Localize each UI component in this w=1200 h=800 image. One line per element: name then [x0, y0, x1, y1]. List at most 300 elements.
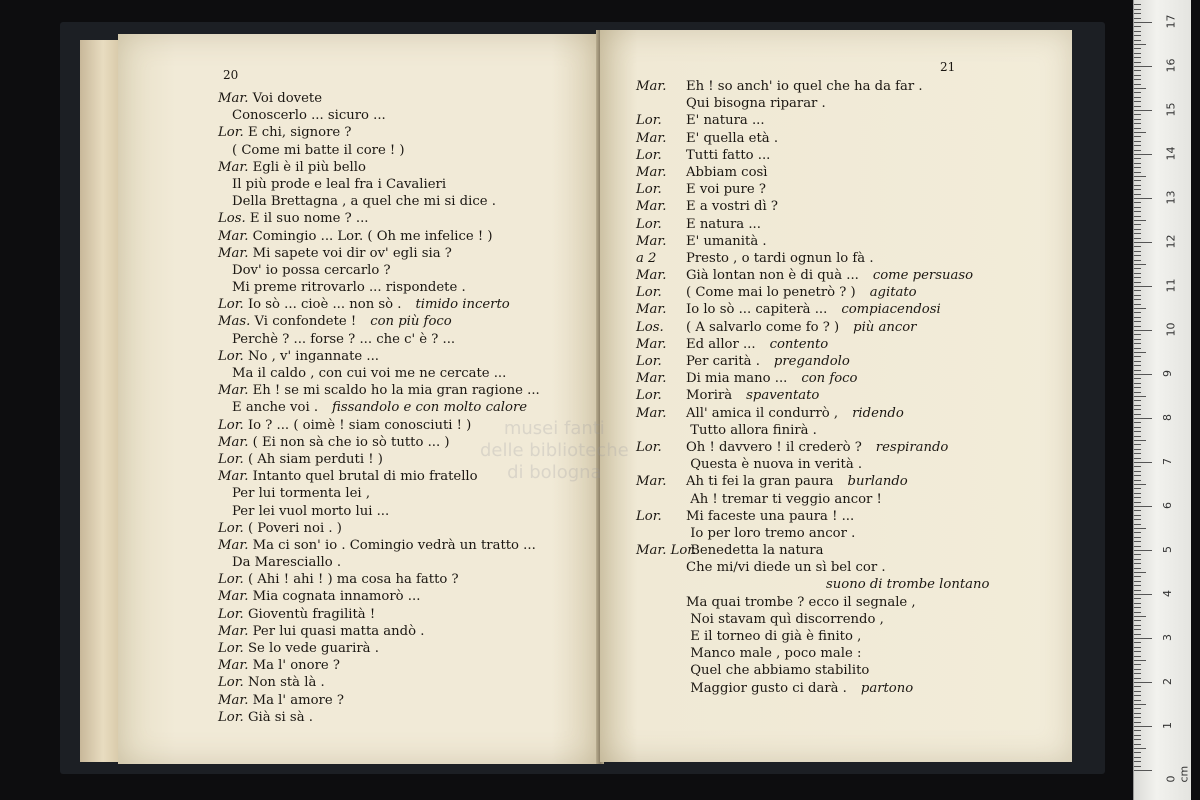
ruler-tick: [1134, 541, 1141, 542]
verse-text: Ma ci son' io . Comingio vedrà un tratto ...: [248, 537, 536, 553]
stage-direction: ridendo: [852, 405, 904, 421]
text-line: [636, 216, 1061, 233]
text-line: [636, 336, 1061, 353]
verse-text: E il suo nome ? ...: [245, 211, 369, 227]
ruler-tick: [1134, 748, 1146, 749]
ruler-tick: [1134, 334, 1141, 335]
speaker-label: Lor.: [218, 675, 244, 691]
ruler-tick: [1134, 524, 1141, 525]
speaker-label: Mar.: [218, 469, 249, 485]
ruler-tick: [1134, 510, 1141, 511]
ruler-tick: [1134, 308, 1146, 309]
ruler-tick: [1134, 647, 1141, 648]
ruler-tick: [1134, 84, 1141, 85]
text-line: [218, 382, 588, 399]
ruler-tick: [1134, 744, 1141, 745]
ruler-tick: [1134, 717, 1141, 718]
verse-text: Comingio ... Lor. ( Oh me infelice ! ): [248, 228, 493, 244]
ruler-tick: [1134, 704, 1146, 705]
ruler-tick: [1134, 673, 1141, 674]
ruler-tick: [1134, 330, 1152, 331]
text-line: [636, 370, 1061, 387]
text-line: [218, 279, 588, 296]
ruler-number: 8: [1161, 414, 1174, 421]
ruler-tick: [1134, 172, 1141, 173]
text-line: [218, 674, 588, 691]
verse-text: Manco male , poco male :: [686, 646, 862, 662]
ruler-tick: [1134, 563, 1141, 564]
ruler-tick: [1134, 220, 1146, 221]
ruler-tick: [1134, 365, 1141, 366]
verse-text: No , v' ingannate ...: [243, 348, 379, 364]
ruler-tick: [1134, 642, 1141, 643]
text-line: [636, 233, 1061, 250]
verse-text: Mi preme ritrovarlo ... rispondete .: [232, 280, 466, 296]
ruler-tick: [1134, 440, 1146, 441]
library-watermark: [480, 418, 629, 484]
stage-direction: partono: [860, 680, 914, 696]
ruler-tick: [1134, 594, 1152, 595]
ruler-tick: [1134, 493, 1141, 494]
speaker-label: Lor.: [636, 216, 662, 232]
ruler-tick: [1134, 568, 1141, 569]
text-line: [218, 210, 588, 227]
ruler-tick: [1134, 598, 1141, 599]
ruler-tick: [1134, 304, 1141, 305]
text-line: [636, 147, 1061, 164]
ruler-tick: [1134, 88, 1146, 89]
verse-text: Già lontan non è di quà ...: [686, 268, 859, 284]
ruler-tick: [1134, 484, 1146, 485]
speaker-label: Mar.: [218, 91, 249, 106]
speaker-label: Mar.: [636, 336, 667, 352]
stage-direction: con foco: [801, 371, 858, 387]
ruler-number: 15: [1164, 102, 1178, 117]
verse-text: Egli è il più bello: [248, 159, 366, 175]
ruler-tick: [1134, 62, 1141, 63]
text-line: [218, 606, 588, 623]
text-line: [218, 588, 588, 605]
ruler-tick: [1134, 427, 1141, 428]
verse-text: Noi stavam quì discorrendo ,: [686, 611, 884, 627]
ruler-tick: [1134, 185, 1141, 186]
speaker-label: Los.: [636, 319, 664, 335]
speaker-label: Lor.: [218, 348, 244, 364]
verse-text: Tutto allora finirà .: [686, 422, 817, 438]
ruler-tick: [1134, 255, 1141, 256]
speaker-label: Lor.: [218, 520, 244, 536]
verse-text: Non stà là .: [243, 675, 325, 691]
speaker-label: Mar.: [218, 228, 249, 244]
ruler-tick: [1134, 752, 1141, 753]
ruler-tick: [1134, 317, 1141, 318]
verse-text: E anche voi .: [232, 400, 319, 416]
verse-text: Perchè ? ... forse ? ... che c' è ? ...: [232, 331, 456, 347]
text-line: [218, 262, 588, 279]
ruler-tick: [1134, 163, 1141, 164]
verse-text: E chi, signore ?: [243, 125, 352, 141]
ruler-tick: [1134, 246, 1141, 247]
verse-text: All' amica il condurrò ,: [686, 405, 839, 421]
ruler-tick: [1134, 150, 1141, 151]
left-page: [118, 34, 600, 764]
ruler-tick: [1134, 53, 1141, 54]
measuring-ruler: [1133, 0, 1191, 800]
ruler-tick: [1134, 431, 1141, 432]
text-line: [636, 525, 1061, 542]
speaker-label: a 2: [636, 250, 657, 266]
text-line: [636, 95, 1061, 112]
text-line: [636, 353, 1061, 370]
verse-text: Che mi/vi diede un sì bel cor .: [686, 560, 886, 576]
ruler-tick: [1134, 194, 1141, 195]
ruler-tick: [1134, 370, 1141, 371]
speaker-label: Mar.: [636, 302, 667, 318]
verse-text: ( Poveri noi . ): [243, 520, 342, 536]
ruler-tick: [1134, 678, 1141, 679]
ruler-number: 13: [1164, 190, 1178, 205]
speaker-label: Mar.: [218, 383, 249, 399]
verse-text: Qui bisogna riparar .: [686, 96, 826, 112]
ruler-tick: [1134, 211, 1141, 212]
ruler-tick: [1134, 515, 1141, 516]
ruler-tick: [1134, 585, 1141, 586]
ruler-tick: [1134, 519, 1141, 520]
ruler-tick: [1134, 145, 1141, 146]
ruler-tick: [1134, 616, 1146, 617]
ruler-tick: [1134, 387, 1141, 388]
ruler-tick: [1134, 198, 1152, 199]
speaker-label: Mar.: [636, 130, 667, 146]
stage-direction: con più foco: [370, 314, 452, 330]
ruler-tick: [1134, 158, 1141, 159]
verse-text: Dov' io possa cercarlo ?: [232, 262, 391, 278]
ruler-tick: [1134, 418, 1152, 419]
stage-direction: suono di trombe lontano: [826, 577, 990, 593]
ruler-tick: [1134, 453, 1141, 454]
text-line: [636, 284, 1061, 301]
verse-text: Mia cognata innamorò ...: [248, 589, 421, 605]
ruler-tick: [1134, 176, 1146, 177]
ruler-tick: [1134, 321, 1141, 322]
verse-text: Ma l' onore ?: [248, 658, 340, 674]
verse-text: Per lui tormenta lei ,: [232, 486, 371, 502]
verse-text: E voi pure ?: [686, 182, 766, 198]
verse-text: ( Ah siam perduti ! ): [243, 451, 383, 467]
ruler-tick: [1134, 559, 1141, 560]
text-line: [218, 571, 588, 588]
ruler-tick: [1134, 378, 1141, 379]
ruler-tick: [1134, 532, 1141, 533]
verse-text: E' umanità .: [686, 233, 767, 249]
ruler-tick: [1134, 691, 1141, 692]
ruler-tick: [1134, 31, 1141, 32]
ruler-tick: [1134, 449, 1141, 450]
ruler-tick: [1134, 180, 1141, 181]
verse-text: Ma l' amore ?: [248, 692, 344, 708]
ruler-tick: [1134, 612, 1141, 613]
verse-text: Della Brettagna , a quel che mi si dice .: [232, 194, 496, 210]
ruler-tick: [1134, 660, 1146, 661]
speaker-label: Lor.: [636, 147, 662, 163]
ruler-tick: [1134, 48, 1141, 49]
speaker-label: Mar.: [218, 537, 249, 553]
ruler-number: 1: [1161, 722, 1174, 729]
verse-text: Per carità .: [686, 354, 760, 369]
verse-text: E' natura ...: [686, 113, 765, 129]
ruler-tick: [1134, 471, 1141, 472]
ruler-tick: [1134, 128, 1141, 129]
text-line: [636, 267, 1061, 284]
ruler-tick: [1134, 422, 1141, 423]
ruler-tick: [1134, 66, 1152, 67]
verse-text: Tutti fatto ...: [686, 147, 771, 163]
ruler-unit: 0 cm: [1164, 765, 1191, 783]
ruler-tick: [1134, 466, 1141, 467]
verse-text: Io lo sò ... capiterà ...: [686, 302, 828, 318]
ruler-tick: [1134, 242, 1152, 243]
ruler-tick: [1134, 396, 1146, 397]
text-line: [218, 348, 588, 365]
text-line: [636, 181, 1061, 198]
text-line: [218, 503, 588, 520]
verse-text: ( A salvarlo come fo ? ): [686, 319, 840, 335]
ruler-tick: [1134, 581, 1141, 582]
verse-text: E' quella età .: [686, 130, 779, 146]
verse-text: Mi faceste una paura ! ...: [686, 508, 855, 524]
ruler-tick: [1134, 546, 1141, 547]
ruler-tick: [1134, 576, 1141, 577]
ruler-tick: [1134, 502, 1141, 503]
speaker-label: Lor.: [218, 297, 244, 313]
ruler-number: 3: [1161, 634, 1174, 641]
watermark-line: musei fanti: [503, 418, 605, 439]
ruler-number: 5: [1161, 546, 1174, 553]
ruler-tick: [1134, 528, 1146, 529]
ruler-tick: [1134, 106, 1141, 107]
ruler-tick: [1134, 488, 1141, 489]
stage-direction: pregandolo: [773, 354, 850, 369]
text-line: [218, 692, 588, 709]
ruler-tick: [1134, 154, 1152, 155]
ruler-tick: [1134, 238, 1141, 239]
watermark-line: delle biblioteche: [480, 440, 629, 461]
ruler-tick: [1134, 480, 1141, 481]
text-line: [636, 130, 1061, 147]
text-line: [218, 176, 588, 193]
verse-text: E il torneo di già è finito ,: [686, 629, 862, 644]
verse-text: Presto , o tardi ognun lo fà .: [686, 250, 874, 266]
speaker-label: Lor.: [636, 388, 662, 404]
ruler-tick: [1134, 277, 1141, 278]
ruler-number: 14: [1164, 146, 1178, 161]
ruler-tick: [1134, 590, 1141, 591]
text-line: [218, 107, 588, 124]
ruler-tick: [1134, 326, 1141, 327]
text-line: [218, 159, 588, 176]
ruler-tick: [1134, 436, 1141, 437]
verse-text: Già si sà .: [243, 709, 313, 725]
ruler-tick: [1134, 713, 1141, 714]
ruler-tick: [1134, 656, 1141, 657]
ruler-tick: [1134, 761, 1141, 762]
verse-text: Mi sapete voi dir ov' egli sia ?: [248, 245, 452, 261]
ruler-tick: [1134, 686, 1141, 687]
verse-text: Eh ! so anch' io quel che ha da far .: [686, 79, 923, 94]
ruler-tick: [1134, 75, 1141, 76]
verse-text: Voi dovete: [248, 91, 323, 106]
text-line: [636, 301, 1061, 318]
ruler-tick: [1134, 35, 1141, 36]
ruler-tick: [1134, 625, 1141, 626]
ruler-tick: [1134, 286, 1152, 287]
ruler-tick: [1134, 26, 1141, 27]
text-line: [636, 662, 1061, 679]
text-line: [218, 142, 588, 159]
ruler-number: 10: [1164, 322, 1178, 337]
ruler-tick: [1134, 273, 1141, 274]
ruler-tick: [1134, 348, 1141, 349]
verse-text: Conoscerlo ... sicuro ...: [232, 108, 386, 124]
speaker-label: Mar. Lor.: [636, 543, 697, 559]
verse-text: Se lo vede guarirà .: [243, 641, 379, 656]
text-line: [218, 485, 588, 502]
text-line: [636, 405, 1061, 422]
ruler-tick: [1134, 361, 1141, 362]
text-line: [218, 313, 588, 330]
ruler-tick: [1134, 202, 1141, 203]
verse-text: ( Ei non sà che io sò tutto ... ): [248, 434, 450, 450]
verse-text: E natura ...: [686, 216, 761, 232]
text-line: [218, 365, 588, 382]
text-line: [636, 576, 1061, 593]
verse-text: Ah ti fei la gran paura: [686, 474, 834, 490]
ruler-number: 16: [1164, 58, 1178, 73]
ruler-tick: [1134, 735, 1141, 736]
speaker-label: Mar.: [636, 405, 667, 421]
ruler-number: 4: [1161, 590, 1174, 597]
ruler-tick: [1134, 444, 1141, 445]
verse-text: Morirà: [686, 388, 733, 404]
ruler-tick: [1134, 282, 1141, 283]
ruler-tick: [1134, 374, 1152, 375]
speaker-label: Lor.: [636, 354, 662, 369]
ruler-tick: [1134, 352, 1146, 353]
text-line: [218, 124, 588, 141]
stage-direction: come persuaso: [872, 268, 974, 284]
text-line: [218, 331, 588, 348]
speaker-label: Mar.: [218, 623, 249, 639]
ruler-tick: [1134, 44, 1146, 45]
ruler-tick: [1134, 22, 1152, 23]
ruler-tick: [1134, 537, 1141, 538]
speaker-label: Mar.: [636, 164, 667, 180]
speaker-label: Mar.: [218, 658, 249, 674]
ruler-number: 17: [1164, 14, 1178, 29]
speaker-label: Mar.: [218, 434, 249, 450]
ruler-tick: [1134, 79, 1141, 80]
ruler-tick: [1134, 664, 1141, 665]
ruler-tick: [1134, 141, 1141, 142]
page-number: 20: [223, 68, 239, 82]
ruler-tick: [1134, 572, 1146, 573]
speaker-label: Lor.: [218, 417, 244, 433]
ruler-tick: [1134, 506, 1152, 507]
ruler-number: 7: [1161, 458, 1174, 465]
speaker-label: Mar.: [636, 268, 667, 284]
stage-direction: più ancor: [853, 319, 917, 335]
ruler-tick: [1134, 229, 1141, 230]
ruler-number: 11: [1164, 278, 1178, 293]
watermark-line: di bologna: [507, 462, 602, 483]
ruler-tick: [1134, 607, 1141, 608]
speaker-label: Mar.: [218, 692, 249, 708]
ruler-tick: [1134, 216, 1141, 217]
ruler-tick: [1134, 726, 1152, 727]
ruler-tick: [1134, 114, 1141, 115]
text-line: [636, 250, 1061, 267]
ruler-tick: [1134, 722, 1141, 723]
ruler-tick: [1134, 400, 1141, 401]
ruler-tick: [1134, 97, 1141, 98]
ruler-tick: [1134, 295, 1141, 296]
ruler-tick: [1134, 669, 1141, 670]
ruler-tick: [1134, 475, 1141, 476]
ruler-tick: [1134, 167, 1141, 168]
text-line: [218, 245, 588, 262]
text-line: [636, 491, 1061, 508]
text-line: [218, 709, 588, 726]
ruler-tick: [1134, 18, 1141, 19]
text-line: [636, 387, 1061, 404]
verse-text: Benedetta la natura: [686, 543, 824, 559]
verse-text: Per lei vuol morto lui ...: [232, 503, 390, 519]
text-block: [636, 78, 1061, 697]
text-line: [636, 78, 1061, 95]
verse-text: ( Come mai lo penetrò ? ): [686, 285, 856, 301]
speaker-label: Mar.: [218, 589, 249, 605]
verse-text: ( Come mi batte il core ! ): [232, 142, 405, 158]
speaker-label: Lor.: [218, 125, 244, 141]
speaker-label: Lor.: [218, 451, 244, 467]
ruler-tick: [1134, 224, 1141, 225]
ruler-tick: [1134, 13, 1141, 14]
speaker-label: Mar.: [636, 371, 667, 387]
ruler-tick: [1134, 695, 1141, 696]
text-line: [218, 296, 588, 313]
ruler-tick: [1134, 682, 1152, 683]
verse-text: Abbiam così: [686, 164, 768, 180]
ruler-tick: [1134, 207, 1141, 208]
stage-direction: agitato: [869, 285, 917, 301]
stage-direction: compiacendosi: [841, 302, 941, 318]
stage-direction: respirando: [875, 439, 949, 455]
text-line: [218, 623, 588, 640]
verse-text: Il più prode e leal fra i Cavalieri: [232, 176, 447, 192]
verse-text: ( Ahi ! ahi ! ) ma cosa ha fatto ?: [243, 572, 459, 588]
ruler-tick: [1134, 770, 1152, 771]
ruler-number: 2: [1161, 678, 1174, 685]
ruler-tick: [1134, 312, 1141, 313]
text-line: [636, 508, 1061, 525]
text-line: [636, 456, 1061, 473]
speaker-label: Lor.: [636, 182, 662, 198]
ruler-number: 9: [1161, 370, 1174, 377]
speaker-label: Los.: [218, 211, 246, 227]
stage-direction: fissandolo e con molto calore: [332, 400, 528, 416]
text-line: [218, 657, 588, 674]
verse-text: Questa è nuova in verità .: [686, 457, 863, 473]
